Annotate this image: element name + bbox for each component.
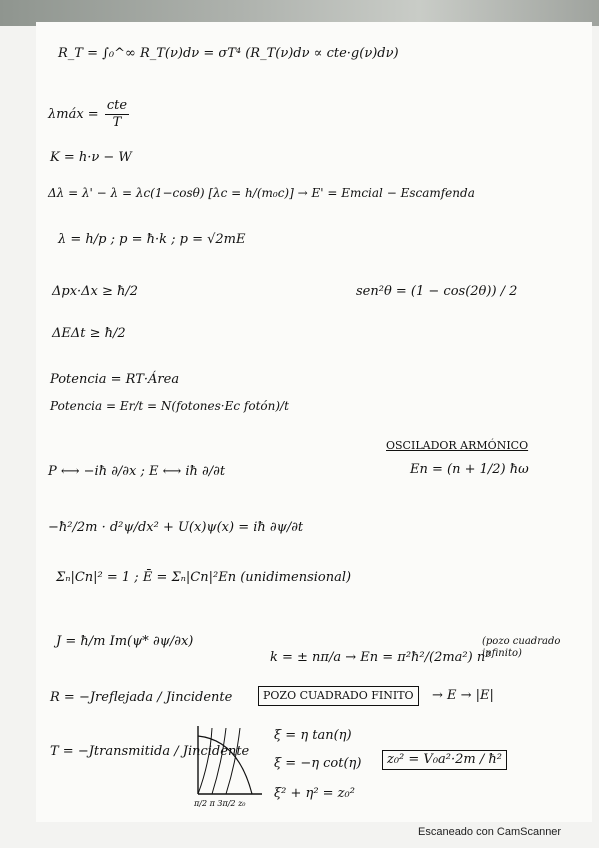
eq-stefan-boltzmann: R_T = ∫₀^∞ R_T(ν)dν = σT⁴ (R_T(ν)dν ∝ cte·g(ν)dν) [58, 46, 399, 61]
eq-de-broglie: λ = h/p ; p = ħ·k ; p = √2mE [58, 232, 246, 247]
eq-wien-den: T [112, 115, 122, 130]
graph-cot-curve-1 [212, 728, 226, 794]
eq-even-solution: ξ = η tan(η) [274, 728, 352, 743]
eq-infinite-well: k = ± nπ/a → En = π²ħ²/(2ma²) n² [270, 650, 491, 665]
eq-wien-lhs: λmáx = [48, 107, 99, 122]
oscillator-title: OSCILADOR ARMÓNICO [386, 439, 529, 452]
finite-well-energy: → E → |E| [432, 688, 494, 703]
finite-well-box: POZO CUADRADO FINITO [258, 686, 419, 706]
finite-well-graph [190, 722, 264, 810]
eq-probability-current: J = ħ/m Im(ψ* ∂ψ/∂x) [56, 634, 194, 649]
eq-operators: P ⟷ −iħ ∂/∂x ; E ⟷ iħ ∂/∂t [48, 464, 226, 479]
eq-odd-solution: ξ = −η cot(η) [274, 756, 362, 771]
infinite-well-note: (pozo cuadrado infinito) [482, 636, 561, 659]
graph-x-labels: π/2 π 3π/2 z₀ [194, 799, 246, 808]
eq-power-photons: Potencia = Er/t = N(fotones·Ec fotón)/t [50, 399, 289, 413]
eq-wien-frac [105, 98, 129, 131]
eq-wien [48, 98, 131, 131]
graph-circle-arc [198, 736, 252, 794]
eq-z0-definition: z₀² = V₀a²·2m / ħ² [382, 750, 507, 770]
eq-reflection: R = −Jreflejada / Jincidente [50, 690, 233, 705]
eq-circle: ξ² + η² = z₀² [274, 786, 355, 801]
scanner-watermark: Escaneado con CamScanner [418, 826, 562, 838]
eq-uncertainty-position: Δpx·Δx ≥ ħ/2 [52, 284, 139, 299]
eq-transmission: T = −Jtransmitida / Jincidente [50, 744, 250, 759]
eq-compton: Δλ = λ' − λ = λc(1−cosθ) [λc = h/(m₀c)] → E' = Emcial − Escamfenda [48, 186, 475, 200]
eq-uncertainty-energy: ΔEΔt ≥ ħ/2 [52, 326, 126, 341]
eq-trig-identity: sen²θ = (1 − cos(2θ)) / 2 [356, 284, 518, 299]
eq-power-area: Potencia = RT·Área [50, 372, 180, 387]
eq-schrodinger: −ħ²/2m · d²ψ/dx² + U(x)ψ(x) = iħ ∂ψ/∂t [48, 520, 304, 535]
eq-oscillator-energy: En = (n + 1/2) ħω [410, 462, 529, 477]
eq-photoelectric: K = h·ν − W [50, 150, 132, 165]
eq-wien-num: cte [106, 98, 128, 113]
eq-normalization: Σₙ|Cn|² = 1 ; Ē = Σₙ|Cn|²En (unidimensional) [56, 570, 352, 585]
